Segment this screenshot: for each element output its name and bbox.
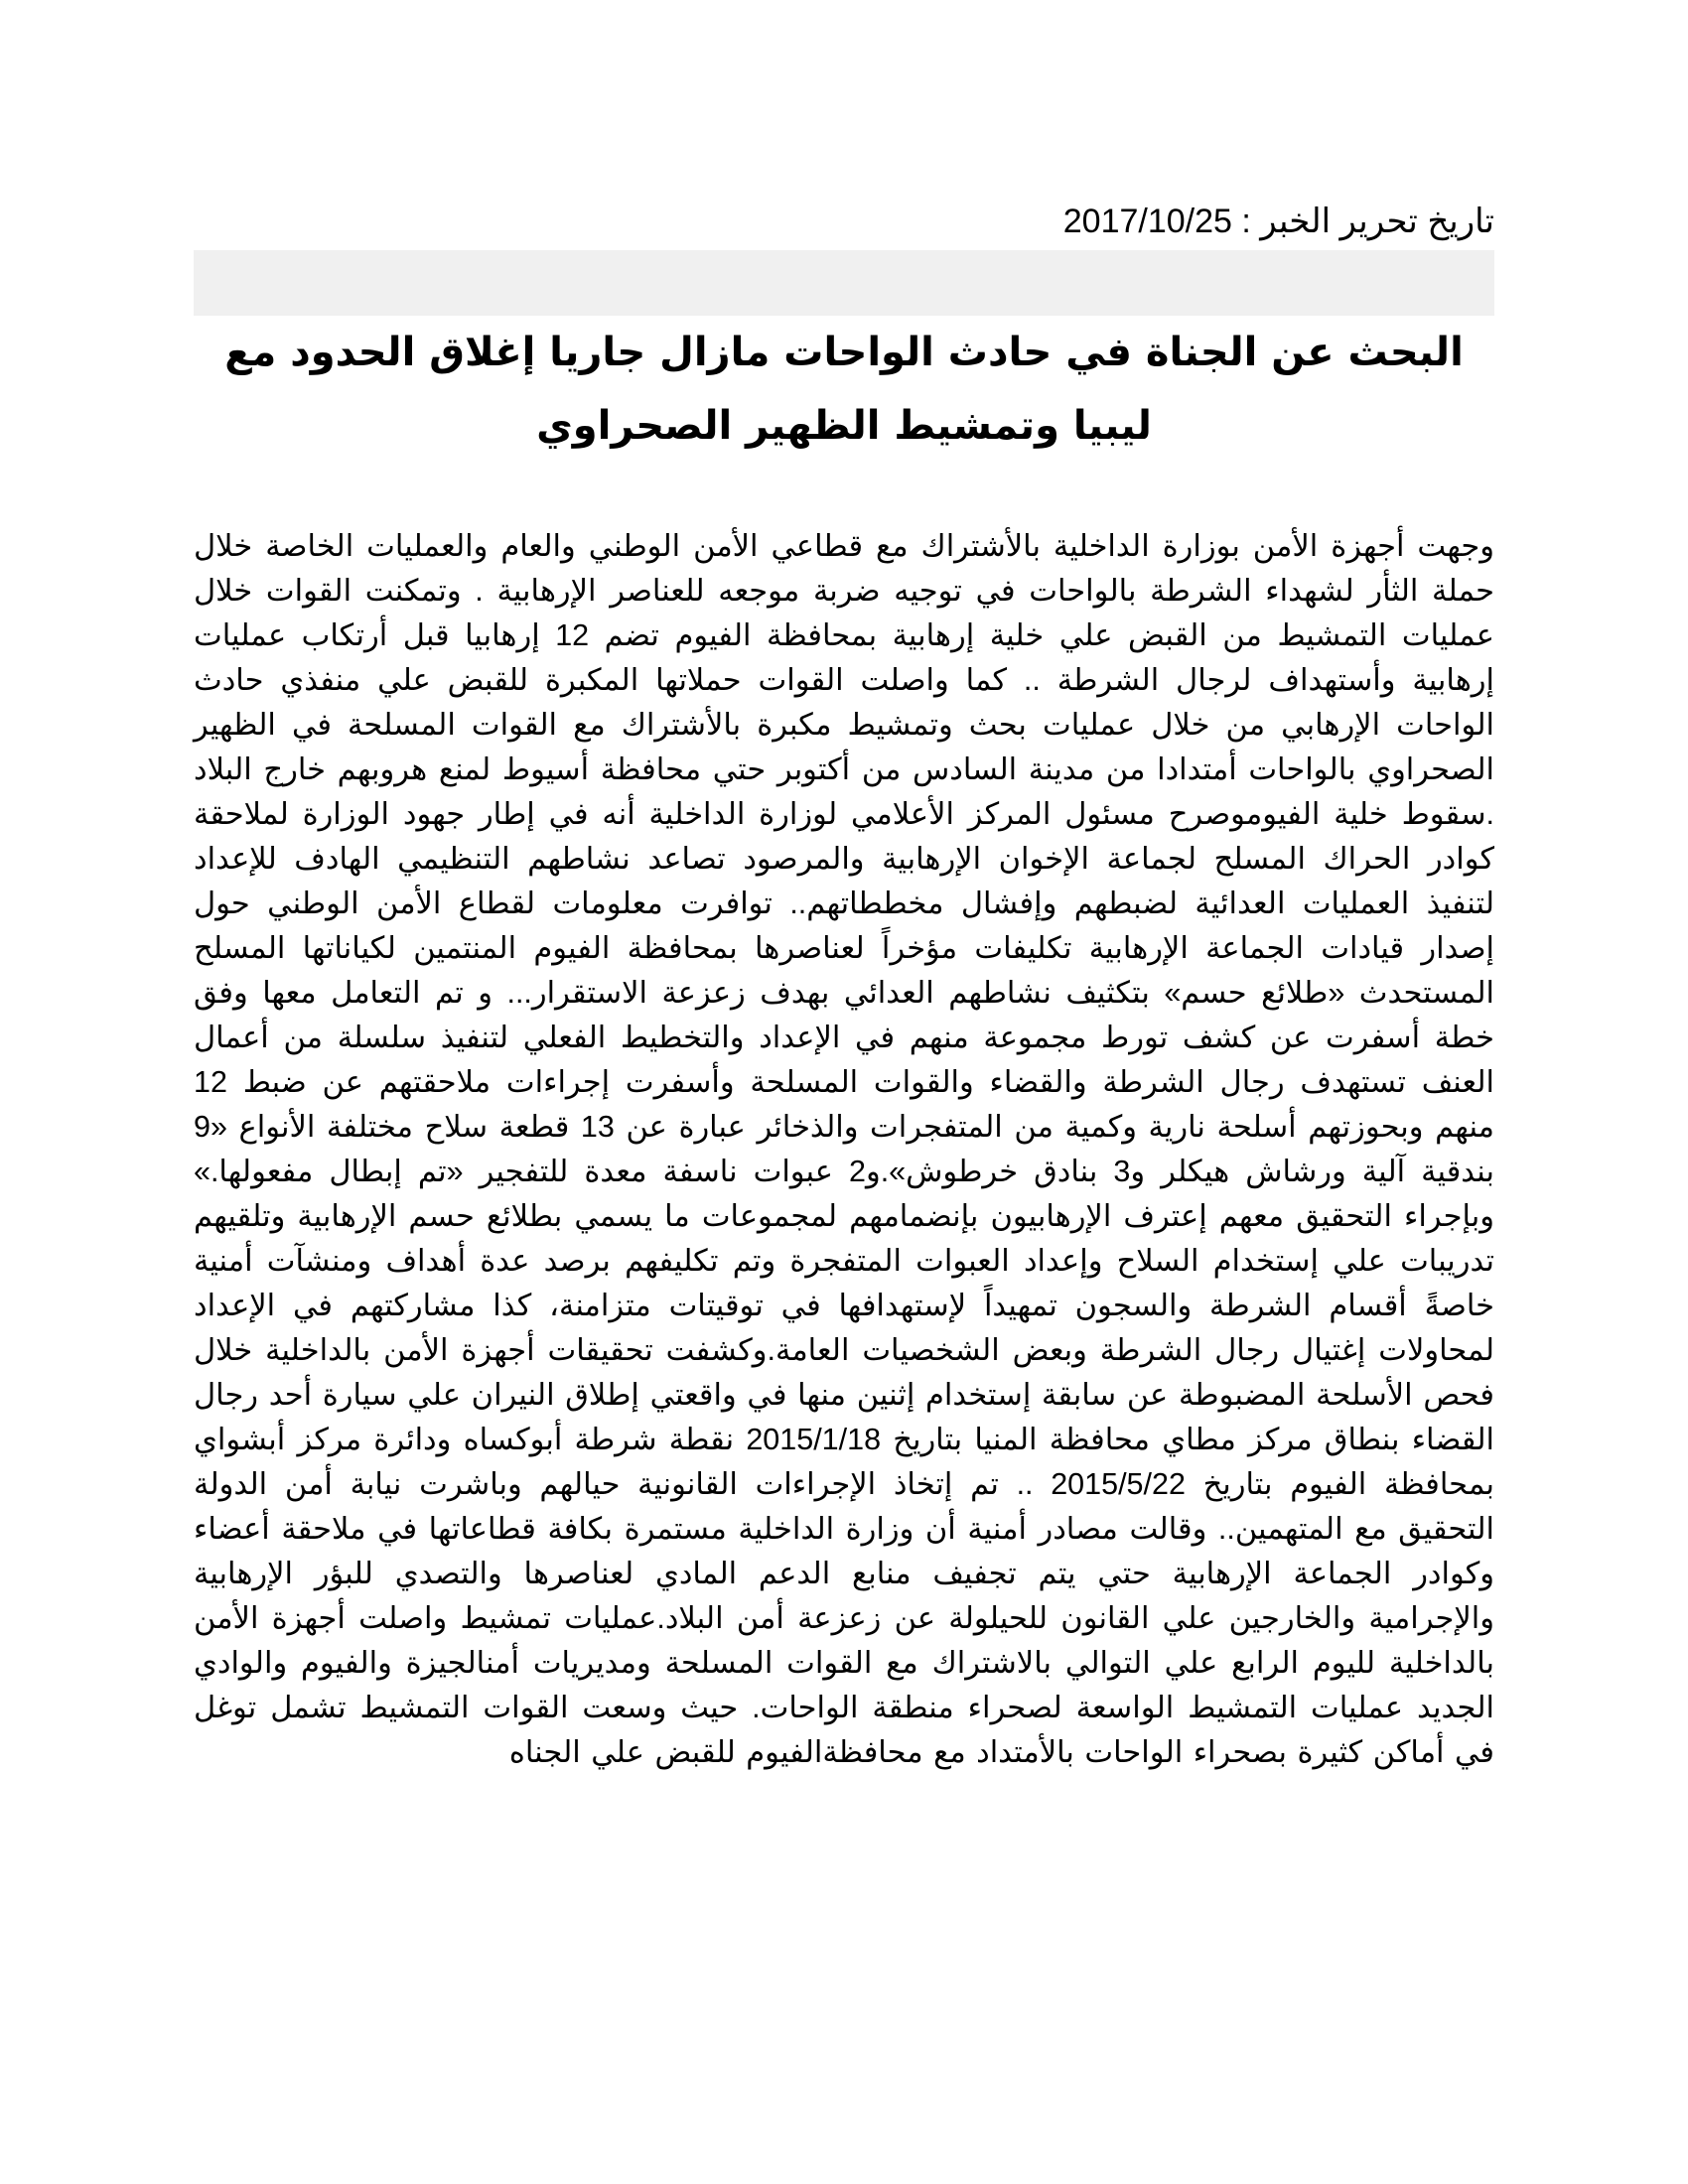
article-headline: البحث عن الجناة في حادث الواحات مازال جاريا إغلاق الحدود مع ليبيا وتمشيط الظهير الصحراوي [224,330,1464,449]
article-date-line [204,199,1494,244]
date-label: تاريخ تحرير الخبر : [1241,203,1494,240]
header-gray-band [194,250,1494,316]
article-body: وجهت أجهزة الأمن بوزارة الداخلية بالأشتراك مع قطاعي الأمن الوطني والعام والعمليات الخاصة خلال حملة الثأر لشهداء الشرطة بالواحات في توجيه ضربة موجعه للعناصر الإرهابية . وتمكنت القوات خلال عمليات التمشيط من القبض علي خلية إرهابية بمحافظة الفيوم تضم 12 إرهابيا قبل أرتكاب عمليات إرهابية وأستهداف لرجال الشرطة .. كما واصلت القوات حملاتها المكبرة للقبض علي منفذي حادث الواحات الإرهابي من خلال عمليات بحث وتمشيط مكبرة بالأشتراك مع القوات المسلحة في الظهير الصحراوي بالواحات أمتدادا من مدينة السادس من أكتوبر حتي محافظة أسيوط لمنع هروبهم خارج البلاد .سقوط خلية الفيوموصرح مسئول المركز الأعلامي لوزارة الداخلية أنه في إطار جهود الوزارة لملاحقة كوادر الحراك المسلح لجماعة الإخوان الإرهابية والمرصود تصاعد نشاطهم التنظيمي الهادف للإعداد لتنفيذ العمليات العدائية لضبطهم وإفشال مخططاتهم.. توافرت معلومات لقطاع الأمن الوطني حول إصدار قيادات الجماعة الإرهابية تكليفات مؤخراً لعناصرها بمحافظة الفيوم المنتمين لكياناتها المسلح المستحدث «طلائع حسم» بتكثيف نشاطهم العدائي بهدف زعزعة الاستقرار... و تم التعامل معها وفق خطة أسفرت عن كشف تورط مجموعة منهم في الإعداد والتخطيط الفعلي لتنفيذ سلسلة من أعمال العنف تستهدف رجال الشرطة والقضاء والقوات المسلحة وأسفرت إجراءات ملاحقتهم عن ضبط 12 منهم وبحوزتهم أسلحة نارية وكمية من المتفجرات والذخائر عبارة عن 13 قطعة سلاح مختلفة الأنواع «9 بندقية آلية ورشاش هيكلر و3 بنادق خرطوش».و2 عبوات ناسفة معدة للتفجير «تم إبطال مفعولها.» وبإجراء التحقيق معهم إعترف الإرهابيون بإنضمامهم لمجموعات ما يسمي بطلائع حسم الإرهابية وتلقيهم تدريبات علي إستخدام السلاح وإعداد العبوات المتفجرة وتم تكليفهم برصد عدة أهداف ومنشآت أمنية خاصةً أقسام الشرطة والسجون تمهيداً لإستهدافها في توقيتات متزامنة، كذا مشاركتهم في الإعداد لمحاولات إغتيال رجال الشرطة وبعض الشخصيات العامة.وكشفت تحقيقات أجهزة الأمن بالداخلية خلال فحص الأسلحة المضبوطة عن سابقة إستخدام إثنين منها في واقعتي إطلاق النيران علي سيارة أحد رجال القضاء بنطاق مركز مطاي محافظة المنيا بتاريخ 2015/1/18 نقطة شرطة أبوكساه ودائرة مركز أبشواي بمحافظة الفيوم بتاريخ 2015/5/22 .. تم إتخاذ الإجراءات القانونية حيالهم وباشرت نيابة أمن الدولة التحقيق مع المتهمين.. وقالت مصادر أمنية أن وزارة الداخلية مستمرة بكافة قطاعاتها في ملاحقة أعضاء وكوادر الجماعة الإرهابية حتي يتم تجفيف منابع الدعم المادي لعناصرها والتصدي للبؤر الإرهابية والإجرامية والخارجين علي القانون للحيلولة عن زعزعة أمن البلاد.عمليات تمشيط واصلت أجهزة الأمن بالداخلية لليوم الرابع علي التوالي بالاشتراك مع القوات المسلحة ومديريات أمنالجيزة والفيوم والوادي الجديد عمليات التمشيط الواسعة لصحراء منطقة الواحات. حيث وسعت القوات التمشيط تشمل توغل في أماكن كثيرة بصحراء الواحات بالأمتداد مع محافظةالفيوم للقبض علي الجناه [194,529,1494,1769]
date-value: 2017/10/25 [1062,203,1232,240]
